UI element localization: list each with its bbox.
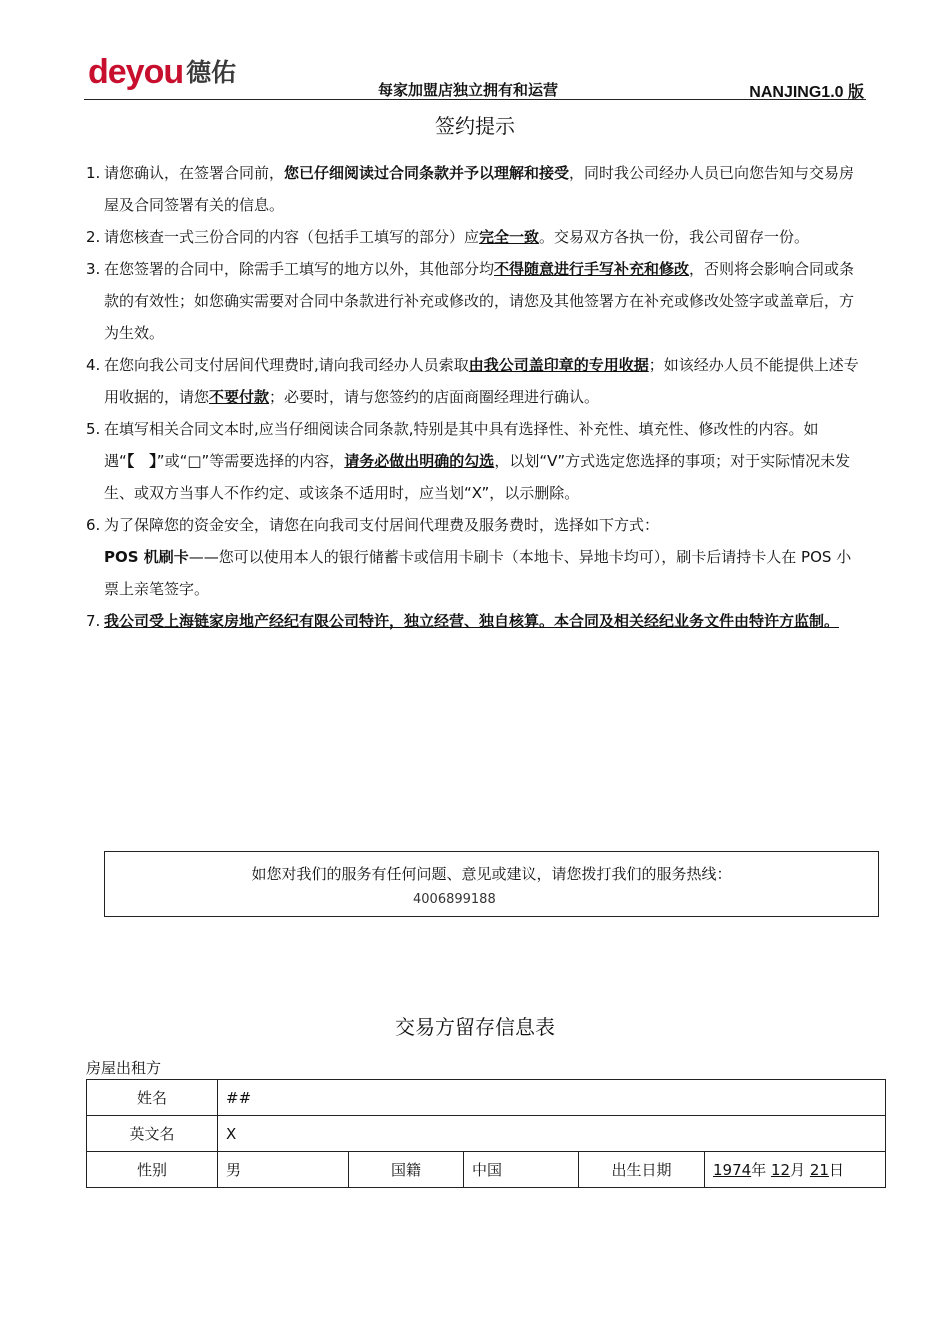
emphasis-text: 您已仔细阅读过合同条款并予以理解和接受 xyxy=(284,164,570,182)
party-info-table xyxy=(86,1079,886,1188)
emphasis-text: 由我公司盖印章的专用收据 xyxy=(468,356,649,374)
page-title: 签约提示 xyxy=(435,114,515,138)
hotline-text: 如您对我们的服务有任何问题、意见或建议，请您拨打我们的服务热线： xyxy=(251,865,732,883)
emphasis-text: 【 】 xyxy=(126,452,157,470)
english-name-field[interactable]: X xyxy=(218,1116,886,1152)
body-text: ”或“□”等需要选择的内容， xyxy=(156,452,345,470)
birth-date-label: 出生日期 xyxy=(579,1152,705,1188)
header-divider xyxy=(84,99,866,100)
emphasis-text: 不要付款 xyxy=(209,388,270,406)
list-item-text xyxy=(104,221,864,253)
body-text: ——您可以使用本人的银行储蓄卡或信用卡刷卡（本地卡、异地卡均可），刷卡后请持卡人在 POS 小票上亲笔签字。 xyxy=(104,548,852,598)
emphasis-text: 请务必做出明确的勾选 xyxy=(344,452,495,470)
list-item-number: 4. xyxy=(86,356,101,374)
list-item-number: 3. xyxy=(86,260,101,278)
list-item-text xyxy=(104,413,864,509)
gender-field[interactable]: 男 xyxy=(218,1152,349,1188)
body-text: ；如该经办人员不能提供上述专用收据的，请您 xyxy=(104,356,859,406)
birth-day-unit: 日 xyxy=(828,1161,844,1179)
birth-day-value: 21 xyxy=(809,1161,829,1179)
birth-date-field[interactable] xyxy=(705,1152,886,1188)
emphasis-text: 完全一致 xyxy=(479,228,540,246)
info-table-title: 交易方留存信息表 xyxy=(395,1015,555,1039)
list-item xyxy=(86,221,864,253)
list-item-number: 5. xyxy=(86,420,101,438)
deyou-logo xyxy=(88,52,236,92)
table-row xyxy=(87,1116,886,1152)
list-item xyxy=(86,349,864,413)
table-row xyxy=(87,1080,886,1116)
list-item xyxy=(86,157,864,221)
body-text: 为了保障您的资金安全，请您在向我司支付居间代理费及服务费时，选择如下方式： xyxy=(104,516,660,534)
body-text: 在您签署的合同中，除需手工填写的地方以外，其他部分均 xyxy=(104,260,495,278)
name-label: 姓名 xyxy=(87,1080,218,1116)
list-item-number: 1. xyxy=(86,164,101,182)
list-item xyxy=(86,605,864,637)
gender-label: 性别 xyxy=(87,1152,218,1188)
list-item-text xyxy=(104,157,864,221)
name-field[interactable]: ## xyxy=(218,1080,886,1116)
birth-year-value: 1974 xyxy=(713,1161,752,1179)
hotline-number: 4006899188 xyxy=(413,892,496,907)
body-text: 请您核查一式三份合同的内容（包括手工填写的部分）应 xyxy=(104,228,480,246)
list-item xyxy=(86,509,864,605)
body-text: ，同时我公司经办人员已向您告知与交易房屋及合同签署有关的信息。 xyxy=(104,164,855,214)
header-version: NANJING1.0 版 xyxy=(749,84,864,101)
body-text: ，否则将会影响合同或条款的有效性；如您确实需要对合同中条款进行补充或修改的，请您及其他签署方在补充或修改处签字或盖章后，方为生效。 xyxy=(104,260,855,342)
list-item-text xyxy=(104,605,864,637)
hotline-box xyxy=(104,851,879,917)
body-text: ，以划“V”方式选定您选择的事项；对于实际情况未发生、或双方当事人不作约定、或该条不适用时，应当划“X”，以示删除。 xyxy=(104,452,851,502)
nationality-field[interactable]: 中国 xyxy=(464,1152,579,1188)
english-name-label: 英文名 xyxy=(87,1116,218,1152)
logo-cjk-text: 德佑 xyxy=(186,57,237,87)
body-text: 。交易双方各执一份，我公司留存一份。 xyxy=(539,228,810,246)
list-item-text xyxy=(104,253,864,349)
lessor-label: 房屋出租方 xyxy=(86,1059,162,1077)
body-text: 请您确认，在签署合同前， xyxy=(104,164,285,182)
emphasis-text: 不得随意进行手写补充和修改 xyxy=(494,260,690,278)
body-text: 在您向我公司支付居间代理费时,请向我司经办人员索取 xyxy=(104,356,469,374)
nationality-label: 国籍 xyxy=(349,1152,464,1188)
list-item-number: 6. xyxy=(86,516,101,534)
list-item-number: 7. xyxy=(86,612,101,630)
body-text: ；必要时，请与您签约的店面商圈经理进行确认。 xyxy=(269,388,600,406)
emphasis-text: POS 机刷卡 xyxy=(104,548,189,566)
logo-latin-text: deyou xyxy=(88,53,184,91)
list-item xyxy=(86,253,864,349)
signing-notes-list xyxy=(86,157,864,637)
emphasis-text: 我公司受上海链家房地产经纪有限公司特许，独立经营、独自核算。本合同及相关经纪业务文件由特许方监制。 xyxy=(104,612,840,630)
header-tagline: 每家加盟店独立拥有和运营 xyxy=(378,81,559,99)
birth-month-unit: 月 xyxy=(790,1161,806,1179)
list-item-text xyxy=(104,349,864,413)
body-text: 在填写相关合同文本时,应当仔细阅读合同条款,特别是其中具有选择性、补充性、填充性、修改性的内容。如遇“ xyxy=(104,420,819,470)
list-item xyxy=(86,413,864,509)
list-item-number: 2. xyxy=(86,228,101,246)
birth-year-unit: 年 xyxy=(751,1161,767,1179)
list-item-text xyxy=(104,509,864,605)
table-row xyxy=(87,1152,886,1188)
birth-month-value: 12 xyxy=(770,1161,791,1179)
